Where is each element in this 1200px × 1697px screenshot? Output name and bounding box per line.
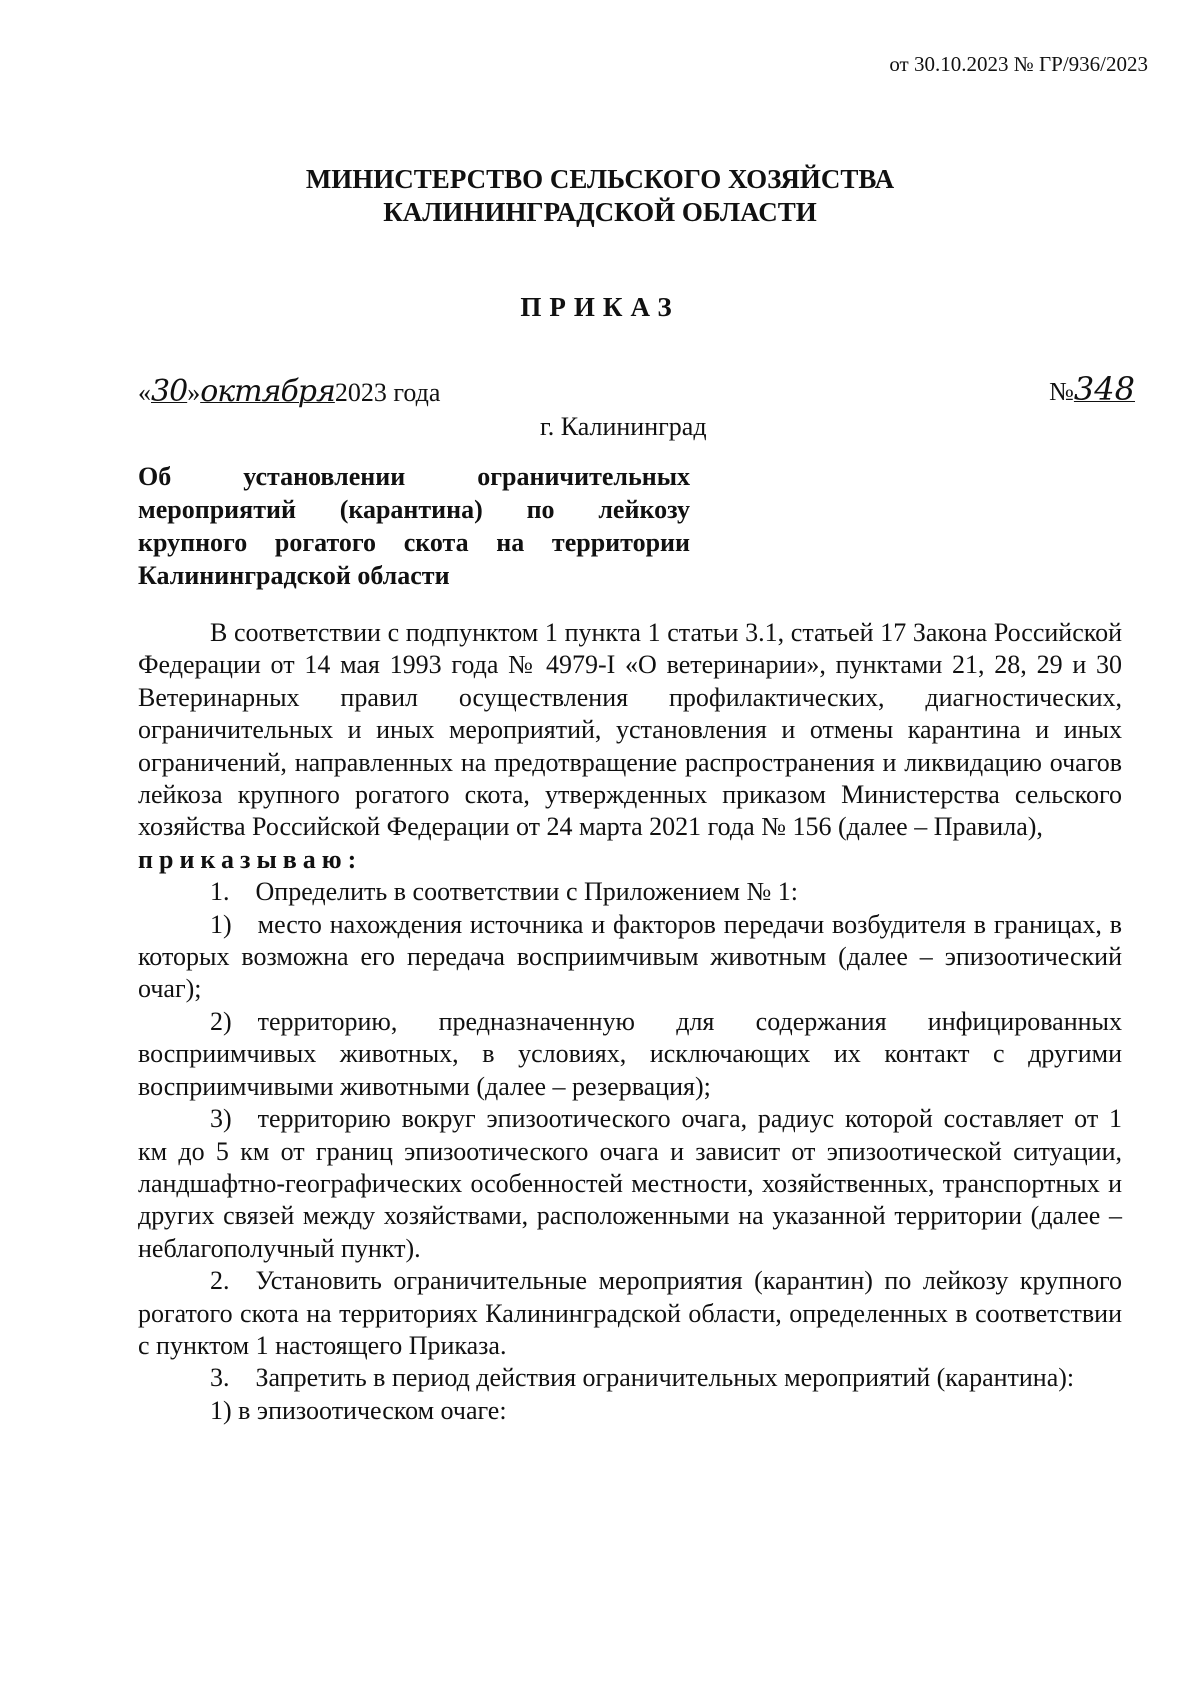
- registration-number: от 30.10.2023 № ГР/936/2023: [889, 52, 1148, 76]
- city-name: г. Калининград: [540, 412, 707, 441]
- date-open-quote: «: [138, 378, 151, 407]
- item-1-3: 3) территорию вокруг эпизоотического очага, радиус которой составляет от 1 км до 5 км от границ эпизоотического очага и зависит от эпизоотической ситуации, ландшафтно-географических особенностей местности, хозяйственных, транспортных и других связей между хозяйствами, расположенными на указанной территории (далее – неблагополучный пункт).: [138, 1104, 1122, 1263]
- date-day-handwritten: 30: [151, 374, 188, 409]
- item-1-2: 2) территорию, предназначенную для содержания инфицированных восприимчивых животных, в условиях, исключающих их контакт с другими восприимчивыми животными (далее – резервация);: [138, 1006, 1122, 1101]
- item-1-1: 1) место нахождения источника и факторов передачи возбудителя в границах, в которых возможна его передача восприимчивым животным (далее – эпизоотический очаг);: [138, 909, 1122, 1004]
- ministry-name: [0, 163, 1200, 229]
- order-word: приказываю:: [138, 844, 363, 874]
- ministry-name-line1: МИНИСТЕРСТВО СЕЛЬСКОГО ХОЗЯЙСТВА: [305, 164, 895, 194]
- date-month-handwritten: октября: [200, 374, 335, 409]
- item-1: 1. Определить в соответствии с Приложением № 1:: [210, 877, 799, 907]
- order-number-prefix: №: [1049, 377, 1074, 406]
- order-number: [1049, 370, 1135, 408]
- date-mid-quote: »: [187, 378, 201, 407]
- ministry-name-line2: КАЛИНИНГРАДСКОЙ ОБЛАСТИ: [383, 197, 817, 227]
- order-number-handwritten: 348: [1073, 370, 1135, 408]
- item-3: 3. Запретить в период действия ограничительных мероприятий (карантина):: [210, 1363, 1075, 1393]
- date-year: 2023 года: [334, 378, 441, 407]
- order-subject: Об установлении ограничительных мероприятий (карантина) по лейкозу крупного рогатого скота на территории Калининградской области: [138, 462, 690, 590]
- document-type-title: ПРИКАЗ: [520, 292, 680, 322]
- item-3-1: 1) в эпизоотическом очаге:: [210, 1395, 507, 1425]
- item-2: 2. Установить ограничительные мероприятия (карантин) по лейкозу крупного рогатого скота на территориях Калининградской области, определенных в соответствии с пунктом 1 настоящего Приказа.: [138, 1266, 1122, 1360]
- preamble-paragraph: [138, 617, 1122, 876]
- order-body: [138, 617, 1122, 1427]
- preamble-text: В соответствии с подпунктом 1 пункта 1 статьи 3.1, статьей 17 Закона Российской Федерации от 14 мая 1993 года № 4979-I «О ветеринарии», пунктами 21, 28, 29 и 30 Ветеринарных правил осуществления профилактических, диагностических, ограничительных и иных мероприятий, установления и отмены карантина и иных ограничений, направленных на предотвращение распространения и ликвидацию очагов лейкоза крупного рогатого скота, утвержденных приказом Министерства сельского хозяйства Российской Федерации от 24 марта 2021 года № 156 (далее – Правила),: [138, 618, 1122, 842]
- order-date: [138, 374, 440, 409]
